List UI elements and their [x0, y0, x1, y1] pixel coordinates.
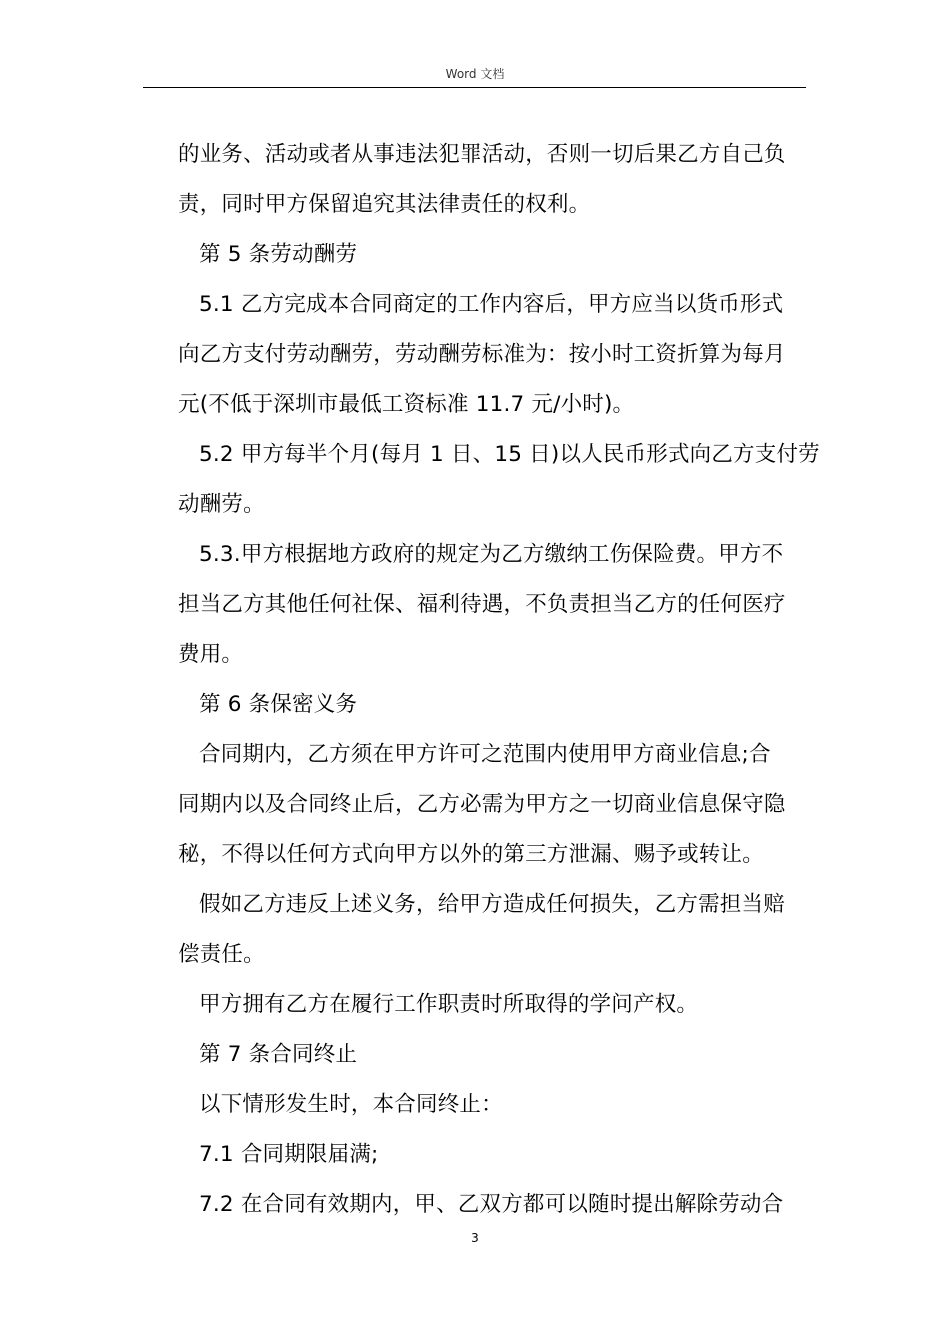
body-line: 以下情形发生时，本合同终止：: [199, 1092, 503, 1117]
body-line: 的业务、活动或者从事违法犯罪活动，否则一切后果乙方自己负: [178, 142, 786, 167]
body-line: 向乙方支付劳动酬劳，劳动酬劳标准为：按小时工资折算为每月: [178, 342, 786, 367]
body-line: 5.3.甲方根据地方政府的规定为乙方缴纳工伤保险费。甲方不: [199, 542, 784, 567]
body-line: 7.2 在合同有效期内，甲、乙双方都可以随时提出解除劳动合: [199, 1192, 784, 1217]
body-line: 假如乙方违反上述义务，给甲方造成任何损失，乙方需担当赔: [199, 892, 785, 917]
body-line: 合同期内，乙方须在甲方许可之范围内使用甲方商业信息;合: [199, 742, 771, 767]
page-number: 3: [471, 1231, 479, 1245]
page-header-title: Word 文档: [445, 67, 505, 81]
body-line: 5.1 乙方完成本合同商定的工作内容后，甲方应当以货币形式: [199, 292, 784, 317]
header-divider: [143, 87, 806, 88]
body-line: 7.1 合同期限届满;: [199, 1142, 379, 1167]
document-body: [178, 130, 820, 1230]
body-line: 偿责任。: [178, 942, 265, 967]
section-heading-5: 第 5 条劳动酬劳: [199, 242, 358, 267]
body-line: 甲方拥有乙方在履行工作职责时所取得的学问产权。: [199, 992, 699, 1017]
body-line: 责，同时甲方保留追究其法律责任的权利。: [178, 192, 591, 217]
body-line: 同期内以及合同终止后，乙方必需为甲方之一切商业信息保守隐: [178, 792, 786, 817]
body-line: 元(不低于深圳市最低工资标准 11.7 元/小时)。: [178, 392, 635, 417]
body-line: 动酬劳。: [178, 492, 265, 517]
body-line: 秘，不得以任何方式向甲方以外的第三方泄漏、赐予或转让。: [178, 842, 764, 867]
section-heading-7: 第 7 条合同终止: [199, 1042, 358, 1067]
body-line: 5.2 甲方每半个月(每月 1 日、15 日)以人民币形式向乙方支付劳: [199, 442, 820, 467]
body-line: 担当乙方其他任何社保、福利待遇，不负责担当乙方的任何医疗: [178, 592, 786, 617]
section-heading-6: 第 6 条保密义务: [199, 692, 358, 717]
body-line: 费用。: [178, 642, 244, 667]
